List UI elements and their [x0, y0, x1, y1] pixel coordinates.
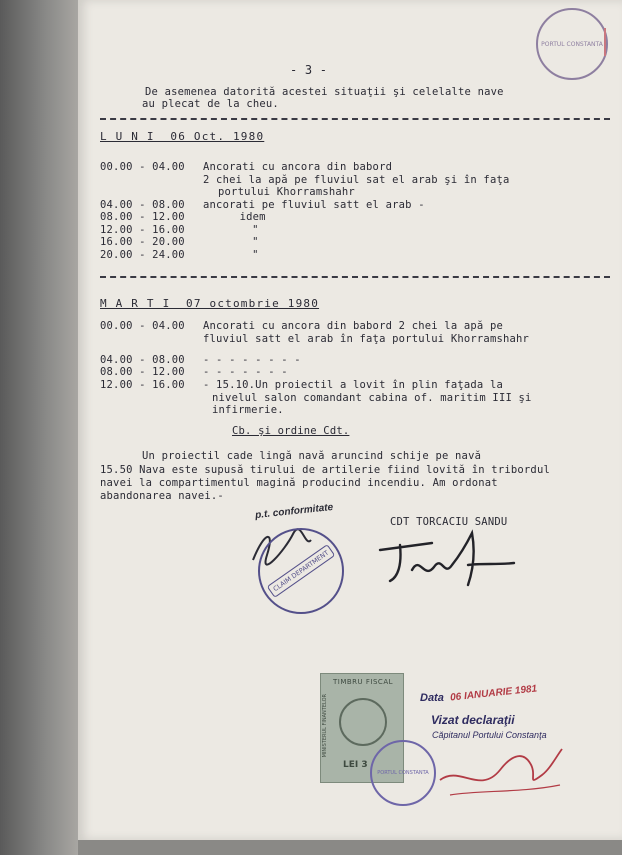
projectile-line: Un proiectil cade lingă navă aruncind schije pe navă: [142, 450, 482, 462]
fiscal-stamp-value: LEI 3: [343, 760, 368, 770]
day1-time-0: 00.00 - 04.00: [100, 161, 185, 173]
fire-line-2: navei la compartimentul magină producind incendiu. Am ordonat: [100, 477, 498, 489]
separator-1: [100, 118, 610, 120]
day1-text-4: idem: [220, 211, 266, 223]
bottom-page-edge: [78, 840, 622, 855]
top-port-stamp: PORTUL CONSTANTA: [536, 8, 608, 80]
captain-signature: [372, 525, 522, 595]
day1-text-0: Ancorati cu ancora din babord: [203, 161, 393, 173]
day1-text-7: ": [226, 249, 259, 261]
intro-line-2: au plecat de la cheu.: [142, 98, 279, 110]
day1-time-4: 08.00 - 12.00: [100, 211, 185, 223]
fire-line-1: 15.50 Nava este supusă tirului de artilerie fiind lovită în tribordul: [100, 464, 550, 476]
day1-text-3: ancorati pe fluviul satt el arab -: [203, 199, 425, 211]
day1-time-5: 12.00 - 16.00: [100, 224, 185, 236]
day2-text-1: fluviul satt el arab în faţa portului Khorramshahr: [203, 333, 530, 345]
order-line: Cb. şi ordine Cdt.: [232, 425, 350, 437]
data-value: 06 IANUARIE 1981: [449, 683, 538, 704]
port-constanta-stamp: PORTUL CONSTANTA: [370, 740, 436, 806]
day2-time-2: 04.00 - 08.00: [100, 354, 185, 366]
day1-text-5: ": [226, 224, 259, 236]
vizat-declaratii: Vizat declaraţii: [431, 713, 515, 727]
coat-of-arms-icon: [339, 698, 387, 746]
captain-name: CDT TORCACIU SANDU: [390, 516, 508, 528]
claim-department-stamp: CLAIM DEPARTMENT: [258, 528, 344, 614]
day2-time-0: 00.00 - 04.00: [100, 320, 185, 332]
intro-line-1: De asemenea datorită acestei situaţii şi celelalte nave: [145, 86, 504, 98]
day1-text-2: portului Khorramshahr: [218, 186, 355, 198]
day2-text-6: infirmerie.: [212, 404, 284, 416]
day2-header: M A R T I 07 octombrie 1980: [100, 297, 320, 310]
background-page-edge: [0, 0, 78, 855]
red-signature: [430, 735, 570, 805]
day2-text-4: - 15.10.Un proiectil a lovit în plin faţada la: [203, 379, 503, 391]
fiscal-stamp-side: MINISTERUL FINANTELOR: [322, 694, 328, 758]
day2-text-0: Ancorati cu ancora din babord 2 chei la apă pe: [203, 320, 503, 332]
day1-text-1: 2 chei la apă pe fluviul sat el arab şi în faţa: [203, 174, 510, 186]
captain-port-label: Căpitanul Portului Constanţa: [432, 730, 547, 740]
day2-time-3: 08.00 - 12.00: [100, 366, 185, 378]
day1-text-6: ": [226, 236, 259, 248]
day1-time-6: 16.00 - 20.00: [100, 236, 185, 248]
day1-time-3: 04.00 - 08.00: [100, 199, 185, 211]
day2-text-2: - - - - - - - -: [203, 354, 301, 366]
day2-time-4: 12.00 - 16.00: [100, 379, 185, 391]
data-label: Data: [420, 692, 444, 704]
fire-line-3: abandonarea navei.-: [100, 490, 224, 502]
day1-header: L U N I 06 Oct. 1980: [100, 130, 265, 143]
day2-text-5: nivelul salon comandant cabina of. maritim III şi: [212, 392, 532, 404]
day1-time-7: 20.00 - 24.00: [100, 249, 185, 261]
separator-2: [100, 276, 610, 278]
conformity-note: p.t. conformitate: [254, 501, 334, 522]
page-number: - 3 -: [290, 63, 328, 77]
day2-text-3: - - - - - - -: [203, 366, 288, 378]
fiscal-stamp-title: TIMBRU FISCAL: [333, 678, 394, 686]
red-mark: [604, 28, 610, 56]
